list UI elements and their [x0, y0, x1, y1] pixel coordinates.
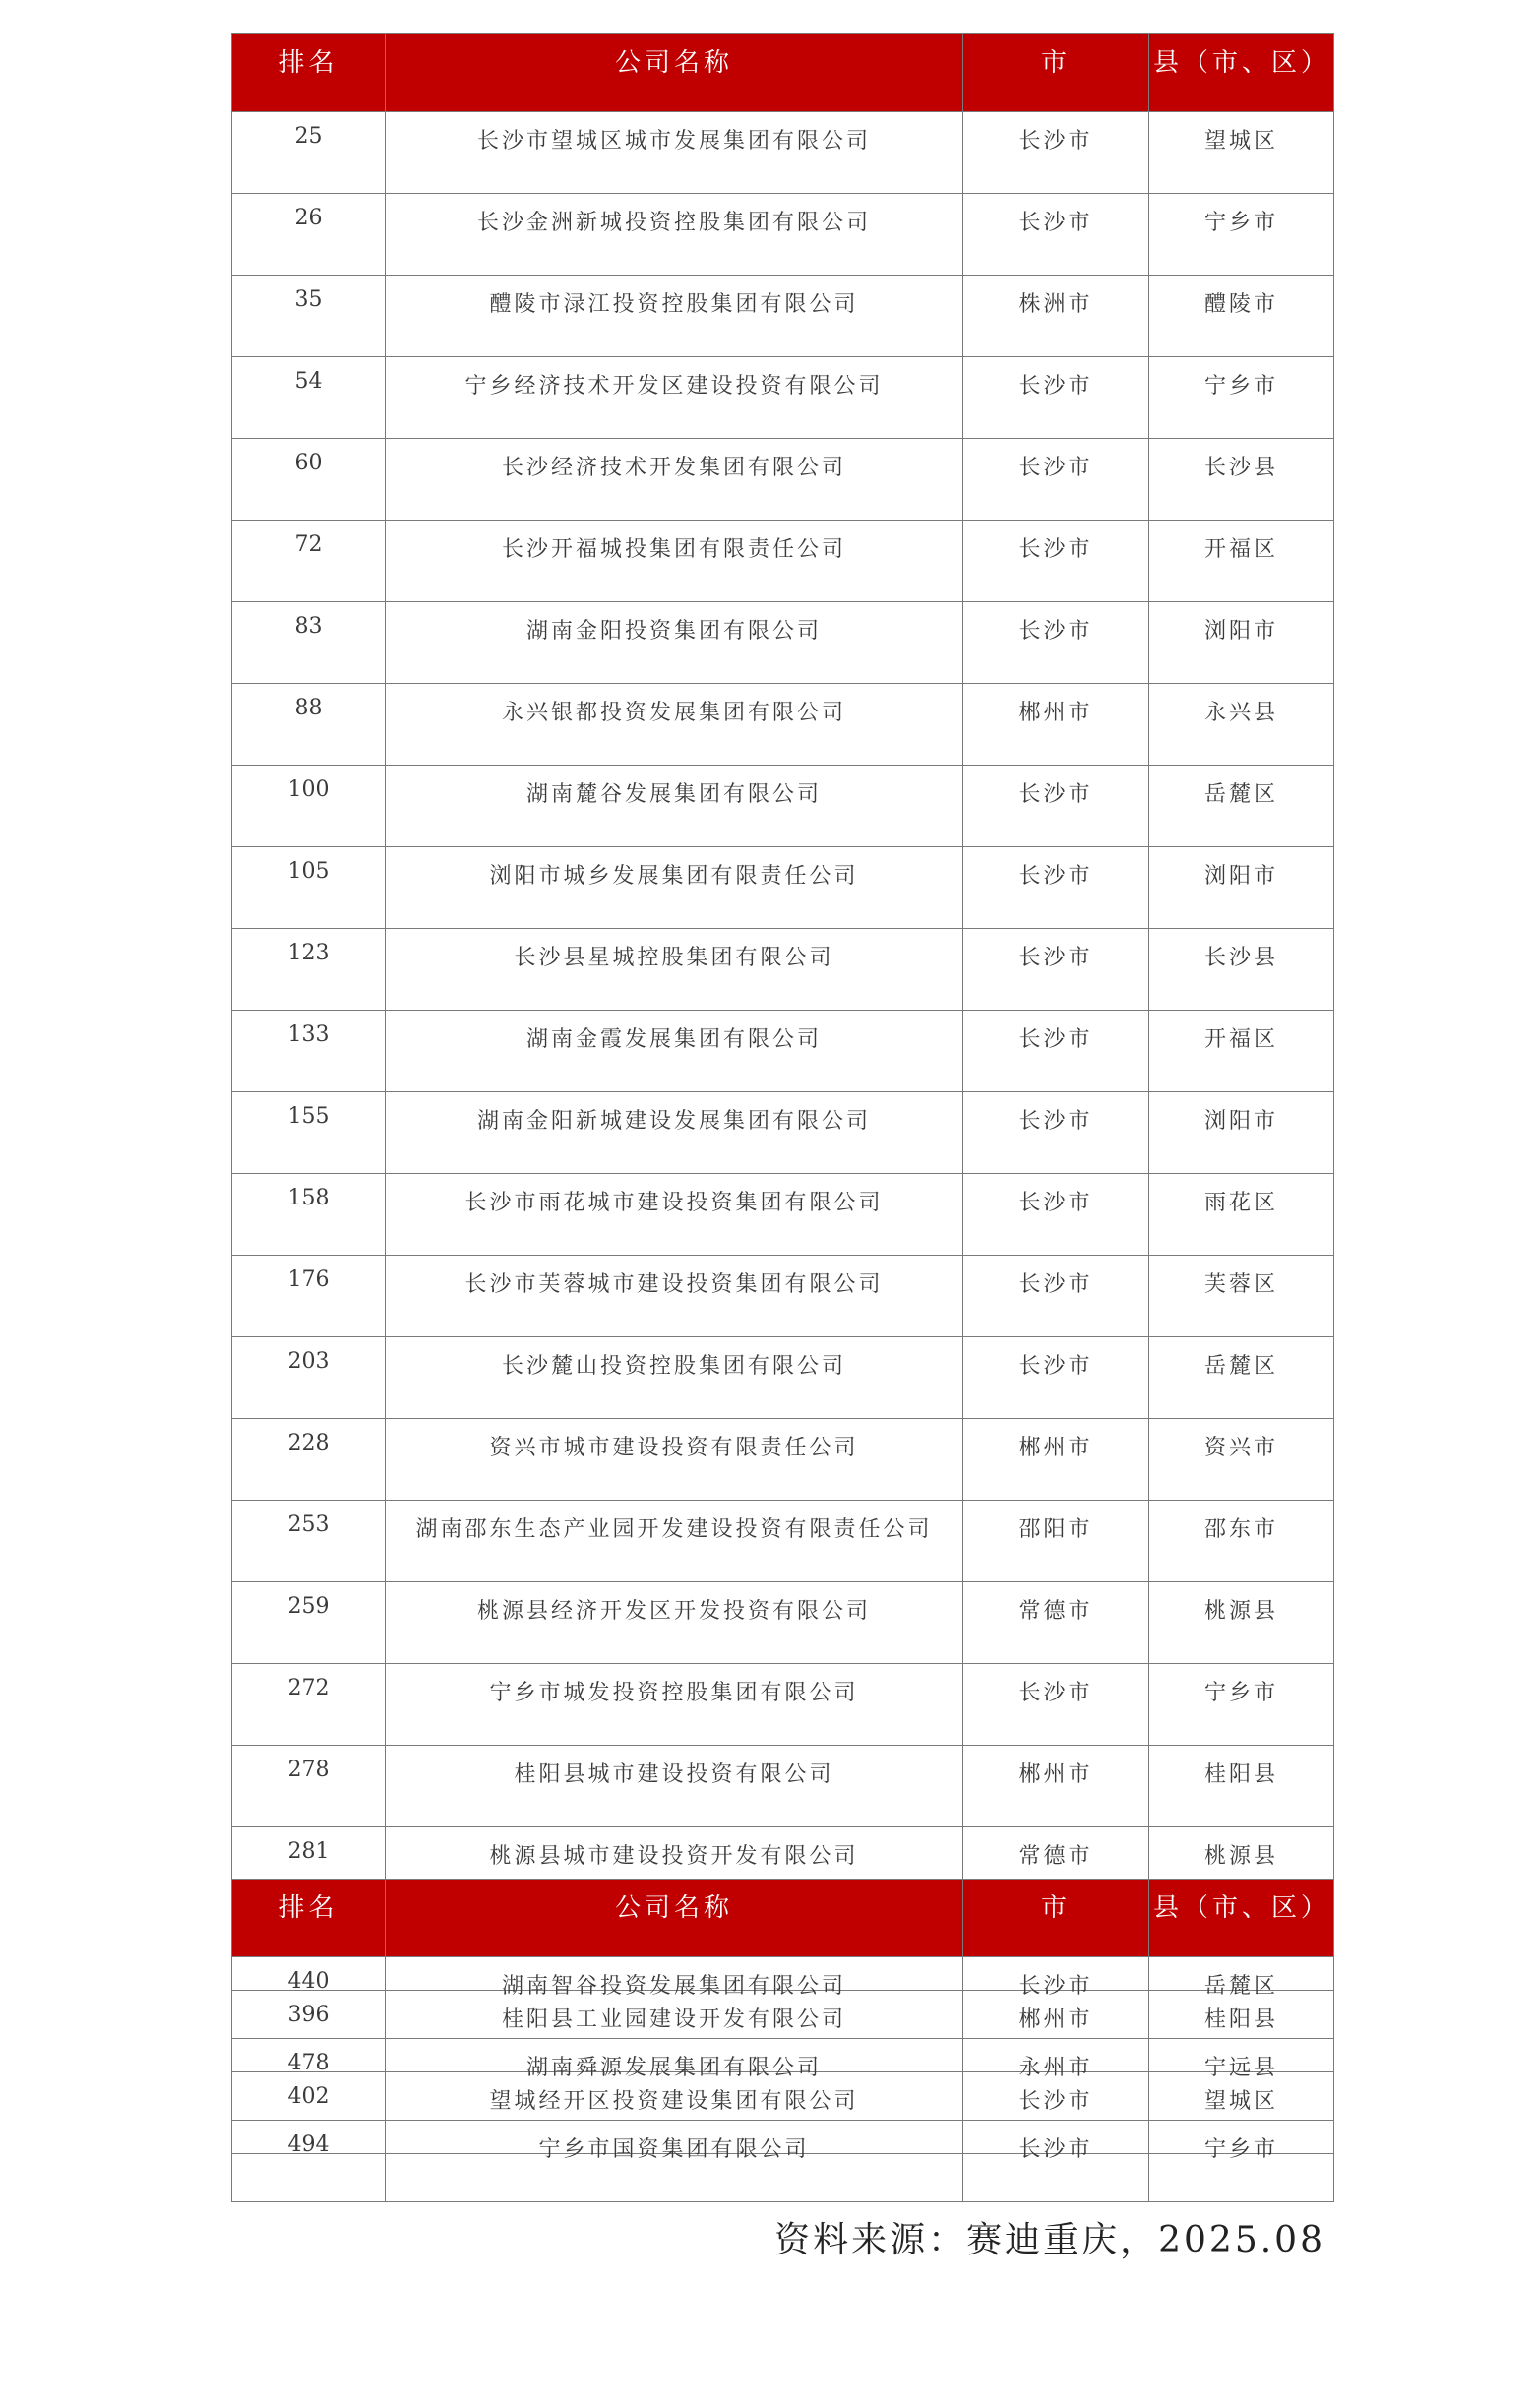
table-row — [232, 929, 1334, 1011]
table-row — [232, 1664, 1334, 1746]
rank-cell: 83 — [232, 602, 386, 684]
county-cell: 长沙县 — [1149, 929, 1334, 1011]
city-cell: 永州市 — [963, 2039, 1149, 2121]
company-cell: 桂阳县城市建设投资有限公司 — [386, 1746, 963, 1827]
rank-cell: 272 — [232, 1664, 386, 1746]
rank-cell: 35 — [232, 276, 386, 357]
city-cell: 长沙市 — [963, 357, 1149, 439]
company-cell: 桃源县经济开发区开发投资有限公司 — [386, 1582, 963, 1664]
table-row — [232, 1256, 1334, 1337]
table-row — [232, 357, 1334, 439]
header-city: 市 — [963, 34, 1149, 112]
rank-cell: 100 — [232, 766, 386, 847]
table-row — [232, 766, 1334, 847]
county-cell: 宁乡市 — [1149, 2121, 1334, 2202]
table-row — [232, 276, 1334, 357]
county-cell: 浏阳市 — [1149, 602, 1334, 684]
county-cell: 宁乡市 — [1149, 1664, 1334, 1746]
rank-cell: 281 — [232, 1827, 386, 1909]
rank-cell: 396 — [232, 1991, 386, 2072]
header-company: 公司名称 — [386, 1880, 963, 1957]
source-note: 资料来源：赛迪重庆，2025.08 — [774, 2220, 1325, 2260]
table-row — [232, 1174, 1334, 1256]
company-cell: 望城经开区投资建设集团有限公司 — [386, 2072, 963, 2154]
company-cell: 长沙县星城控股集团有限公司 — [386, 929, 963, 1011]
company-cell: 宁乡市国资集团有限公司 — [386, 2121, 963, 2202]
county-cell: 桂阳县 — [1149, 1746, 1334, 1827]
company-cell: 湖南麓谷发展集团有限公司 — [386, 766, 963, 847]
table-row — [232, 1092, 1334, 1174]
company-cell: 湖南智谷投资发展集团有限公司 — [386, 1957, 963, 2039]
rank-cell: 440 — [232, 1957, 386, 2039]
city-cell: 长沙市 — [963, 602, 1149, 684]
rank-cell: 253 — [232, 1501, 386, 1582]
company-cell: 湖南金阳投资集团有限公司 — [386, 602, 963, 684]
county-cell: 望城区 — [1149, 112, 1334, 194]
city-cell: 常德市 — [963, 1827, 1149, 1909]
county-cell: 宁乡市 — [1149, 194, 1334, 276]
county-cell: 邵东市 — [1149, 1501, 1334, 1582]
header-city: 市 — [963, 1880, 1149, 1957]
company-cell: 桃源县城市建设投资开发有限公司 — [386, 1827, 963, 1909]
rank-cell: 155 — [232, 1092, 386, 1174]
table-row — [232, 602, 1334, 684]
city-cell: 郴州市 — [963, 684, 1149, 766]
county-cell: 岳麓区 — [1149, 1337, 1334, 1419]
city-cell: 长沙市 — [963, 847, 1149, 929]
rank-cell: 478 — [232, 2039, 386, 2121]
county-cell: 芙蓉区 — [1149, 1256, 1334, 1337]
table-row — [232, 2121, 1334, 2202]
company-cell: 长沙市望城区城市发展集团有限公司 — [386, 112, 963, 194]
county-cell: 醴陵市 — [1149, 276, 1334, 357]
rank-cell: 26 — [232, 194, 386, 276]
county-cell: 雨花区 — [1149, 1174, 1334, 1256]
county-cell: 浏阳市 — [1149, 847, 1334, 929]
table-row — [232, 1746, 1334, 1827]
rank-cell: 494 — [232, 2121, 386, 2202]
city-cell: 长沙市 — [963, 1337, 1149, 1419]
city-cell: 长沙市 — [963, 1957, 1149, 2039]
company-cell: 长沙经济技术开发集团有限公司 — [386, 439, 963, 521]
city-cell: 长沙市 — [963, 1664, 1149, 1746]
city-cell: 长沙市 — [963, 2072, 1149, 2154]
table-row — [232, 439, 1334, 521]
city-cell: 长沙市 — [963, 1092, 1149, 1174]
rank-cell: 176 — [232, 1256, 386, 1337]
company-cell: 醴陵市渌江投资控股集团有限公司 — [386, 276, 963, 357]
table-row — [232, 194, 1334, 276]
city-cell: 郴州市 — [963, 1991, 1149, 2072]
county-cell: 岳麓区 — [1149, 1957, 1334, 2039]
company-cell: 湖南金霞发展集团有限公司 — [386, 1011, 963, 1092]
city-cell: 长沙市 — [963, 439, 1149, 521]
company-cell: 长沙市芙蓉城市建设投资集团有限公司 — [386, 1256, 963, 1337]
city-cell: 长沙市 — [963, 521, 1149, 602]
company-cell: 长沙麓山投资控股集团有限公司 — [386, 1337, 963, 1419]
header-company: 公司名称 — [386, 34, 963, 112]
table-row — [232, 521, 1334, 602]
company-cell: 湖南金阳新城建设发展集团有限公司 — [386, 1092, 963, 1174]
county-cell: 资兴市 — [1149, 1419, 1334, 1501]
company-cell: 浏阳市城乡发展集团有限责任公司 — [386, 847, 963, 929]
city-cell: 长沙市 — [963, 2121, 1149, 2202]
county-cell: 桃源县 — [1149, 1582, 1334, 1664]
city-cell: 长沙市 — [963, 766, 1149, 847]
county-cell: 桂阳县 — [1149, 1991, 1334, 2072]
company-cell: 长沙开福城投集团有限责任公司 — [386, 521, 963, 602]
city-cell: 长沙市 — [963, 929, 1149, 1011]
company-cell: 资兴市城市建设投资有限责任公司 — [386, 1419, 963, 1501]
ranking-table-1 — [231, 33, 1334, 2154]
rank-cell: 228 — [232, 1419, 386, 1501]
county-cell: 宁乡市 — [1149, 357, 1334, 439]
table-row — [232, 2039, 1334, 2121]
city-cell: 长沙市 — [963, 112, 1149, 194]
company-cell: 桂阳县工业园建设开发有限公司 — [386, 1991, 963, 2072]
rank-cell: 133 — [232, 1011, 386, 1092]
city-cell: 长沙市 — [963, 194, 1149, 276]
company-cell: 湖南舜源发展集团有限公司 — [386, 2039, 963, 2121]
table-header-row — [232, 34, 1334, 112]
county-cell: 岳麓区 — [1149, 766, 1334, 847]
city-cell: 长沙市 — [963, 1174, 1149, 1256]
header-rank: 排名 — [232, 34, 386, 112]
rank-cell: 123 — [232, 929, 386, 1011]
company-cell: 湖南邵东生态产业园开发建设投资有限责任公司 — [386, 1501, 963, 1582]
table-row — [232, 1957, 1334, 2039]
table-row — [232, 1337, 1334, 1419]
header-county: 县（市、区） — [1149, 34, 1334, 112]
county-cell: 开福区 — [1149, 1011, 1334, 1092]
header-rank: 排名 — [232, 1880, 386, 1957]
company-cell: 宁乡经济技术开发区建设投资有限公司 — [386, 357, 963, 439]
city-cell: 邵阳市 — [963, 1501, 1149, 1582]
county-cell: 浏阳市 — [1149, 1092, 1334, 1174]
rank-cell: 158 — [232, 1174, 386, 1256]
rank-cell: 259 — [232, 1582, 386, 1664]
city-cell: 郴州市 — [963, 1746, 1149, 1827]
rank-cell: 203 — [232, 1337, 386, 1419]
county-cell: 开福区 — [1149, 521, 1334, 602]
rank-cell: 278 — [232, 1746, 386, 1827]
rank-cell: 60 — [232, 439, 386, 521]
city-cell: 长沙市 — [963, 1256, 1149, 1337]
table-row — [232, 684, 1334, 766]
table-body-2 — [232, 1957, 1334, 2202]
table-row — [232, 1501, 1334, 1582]
company-cell: 永兴银都投资发展集团有限公司 — [386, 684, 963, 766]
county-cell: 宁远县 — [1149, 2039, 1334, 2121]
county-cell: 桃源县 — [1149, 1827, 1334, 1909]
table-row — [232, 1582, 1334, 1664]
rank-cell: 88 — [232, 684, 386, 766]
company-cell: 长沙市雨花城市建设投资集团有限公司 — [386, 1174, 963, 1256]
rank-cell: 54 — [232, 357, 386, 439]
header-county: 县（市、区） — [1149, 1880, 1334, 1957]
city-cell: 常德市 — [963, 1582, 1149, 1664]
table-row — [232, 1011, 1334, 1092]
county-cell: 永兴县 — [1149, 684, 1334, 766]
table-row — [232, 847, 1334, 929]
table-row — [232, 1419, 1334, 1501]
rank-cell: 25 — [232, 112, 386, 194]
city-cell: 株洲市 — [963, 276, 1149, 357]
table-body-1 — [232, 112, 1334, 2154]
city-cell: 郴州市 — [963, 1419, 1149, 1501]
county-cell: 长沙县 — [1149, 439, 1334, 521]
ranking-table-2 — [231, 1879, 1334, 2202]
city-cell: 长沙市 — [963, 1011, 1149, 1092]
company-cell: 宁乡市城发投资控股集团有限公司 — [386, 1664, 963, 1746]
table-header-row — [232, 1880, 1334, 1957]
rank-cell: 402 — [232, 2072, 386, 2154]
rank-cell: 72 — [232, 521, 386, 602]
county-cell: 望城区 — [1149, 2072, 1334, 2154]
company-cell: 长沙金洲新城投资控股集团有限公司 — [386, 194, 963, 276]
table-row — [232, 112, 1334, 194]
rank-cell: 105 — [232, 847, 386, 929]
